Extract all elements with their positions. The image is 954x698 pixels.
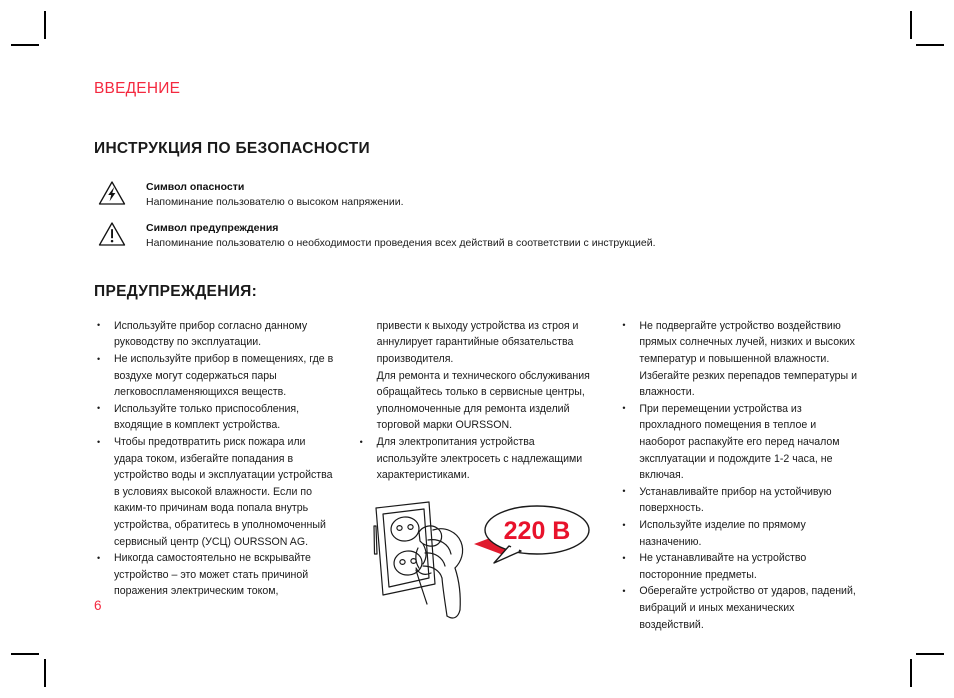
list-item-continuation: привести к выходу устройства из строя и аннулирует гарантийные обязательства производителя. [376,319,579,366]
crop-mark-bottom-right-vertical [910,659,912,687]
page-content [94,80,860,633]
list-item: • Используйте прибор согласно данному руководству по эксплуатации. [94,318,335,351]
list-item: • При перемещении устройства из прохладного помещения в теплое и наоборот распакуйте его перед началом эксплуатации и подождите 1-2 часа, не включая. [619,401,860,484]
symbol-heading: Символ предупреждения [146,221,279,234]
warning-list [94,318,335,600]
crop-mark-bottom-left-horizontal [11,653,39,655]
warnings-title: ПРЕДУПРЕЖДЕНИЯ: [94,282,258,300]
warning-list [357,318,598,484]
list-item: • Не устанавливайте на устройство посторонние предметы. [619,550,860,583]
crop-mark-bottom-right-horizontal [916,653,944,655]
crop-mark-top-right-vertical [910,11,912,39]
plug-into-socket-illustration [357,484,598,621]
symbol-text-block [128,179,404,211]
symbol-legend [94,158,860,252]
warnings-column-3 [619,318,860,633]
warning-list [619,318,860,633]
list-item-continuation: Для ремонта и технического обслуживания обращайтесь только в сервисные центры, уполномоченные для ремонта изделий торговой марки OURSSON. [376,369,590,432]
list-item: • Используйте только приспособления, входящие в комплект устройства. [94,401,335,434]
warnings-columns [94,301,860,633]
list-item: • Используйте изделие по прямому назначению. [619,517,860,550]
symbol-description: Напоминание пользователю о высоком напряжении. [146,196,404,209]
list-item: • Никогда самостоятельно не вскрывайте устройство – это может стать причиной поражения электрическим током, [94,550,335,600]
crop-mark-bottom-left-vertical [44,659,46,687]
list-item: • Оберегайте устройство от ударов, падений, вибраций и иных механических воздействий. [619,583,860,633]
page-title: ИНСТРУКЦИЯ ПО БЕЗОПАСНОСТИ [94,140,370,158]
warning-triangle-exclamation-icon [98,220,128,247]
list-item: • Устанавливайте прибор на устойчивую поверхность. [619,484,860,517]
voltage-callout-label: 220 В [503,516,571,545]
symbol-row [98,179,860,211]
list-item: • Для электропитания устройства используйте электросеть с надлежащими характеристиками. [357,434,598,484]
page-number: 6 [94,598,102,613]
symbol-row [98,220,860,252]
crop-mark-top-right-horizontal [916,44,944,46]
crop-mark-top-left-vertical [44,11,46,39]
list-item: • Не используйте прибор в помещениях, где в воздухе могут содержаться пары легковоспламеняющихся веществ. [94,351,335,401]
list-item: • Не подвергайте устройство воздействию прямых солнечных лучей, низких и высоких температур и повышенной влажности. Избегайте резких перепадов температуры и влажности. [619,318,860,401]
symbol-heading: Символ опасности [146,181,245,194]
symbol-description: Напоминание пользователю о необходимости проведения всех действий в соответствии с инструкцией. [146,237,656,250]
warnings-column-2 [357,318,598,633]
danger-triangle-lightning-icon [98,179,128,206]
crop-mark-top-left-horizontal [11,44,39,46]
warnings-column-1 [94,318,335,633]
symbol-text-block [128,220,656,252]
list-item: • Чтобы предотвратить риск пожара или удара током, избегайте попадания в устройство воды и эксплуатации устройства в условиях высокой влажности. Если по каким-то причинам вода попала внутрь устройства, обратитесь в уполномоченный сервисный центр (УСЦ) OURSSON AG. [94,434,335,550]
section-kicker: ВВЕДЕНИЕ [94,80,181,97]
